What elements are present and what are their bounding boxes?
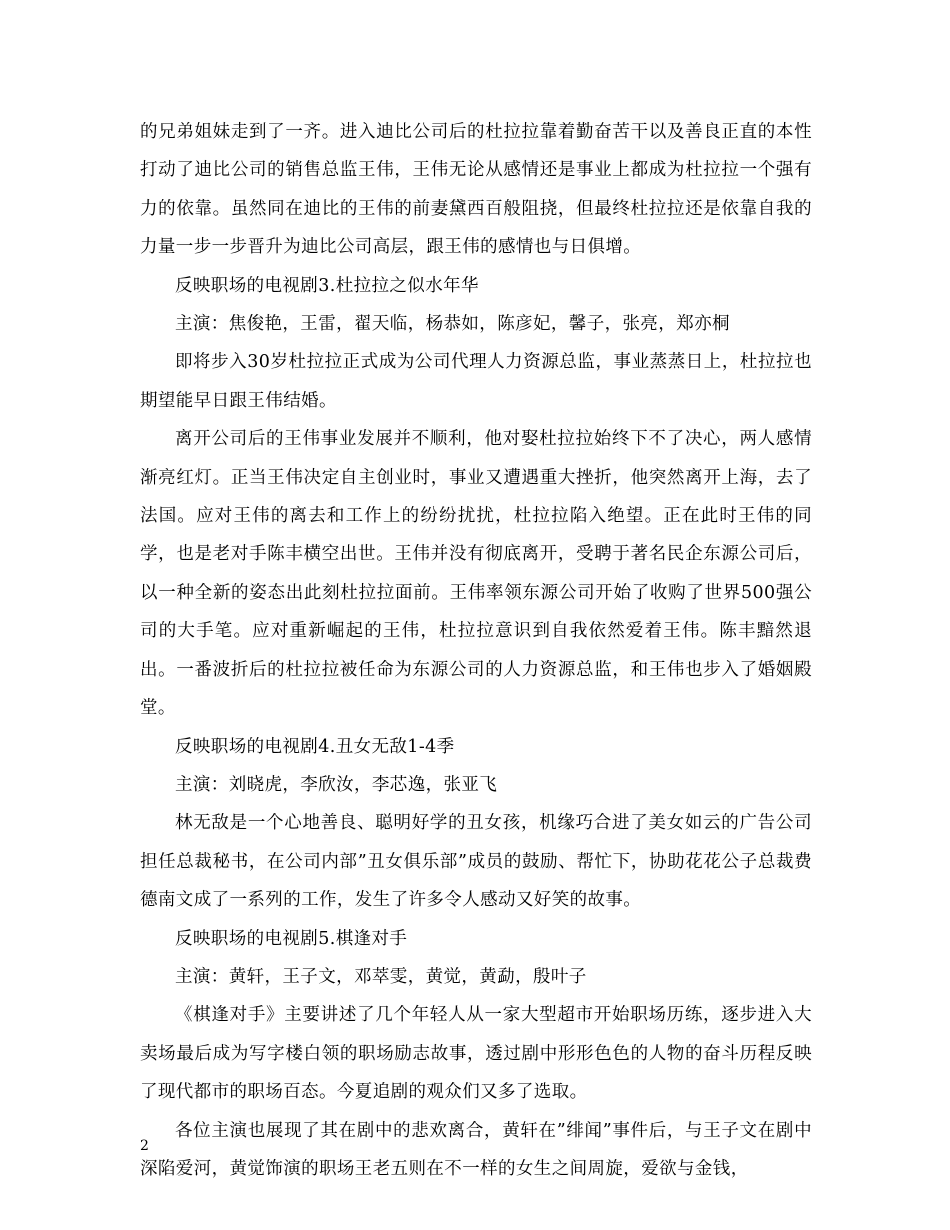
cast-drama-3: 主演：焦俊艳，王雷，翟天临，杨恭如，陈彦妃，馨子，张亮，郑亦桐 — [175, 314, 730, 335]
heading-drama-4: 反映职场的电视剧4.丑女无敌1-4季 — [175, 736, 455, 757]
paragraph-drama-3-plot: 离开公司后的王伟事业发展并不顺利，他对娶杜拉拉始终下不了决心，两人感情渐亮红灯。正当王伟决定自主创业时，事业又遭遇重大挫折，他突然离开上海，去了法国。应对王伟的离去和工作上的纷纷扰扰，杜拉拉陷入绝望。正在此时王伟的同学，也是老对手陈丰横空出世。王伟并没有彻底离开，受聘于著名民企东源公司后，以一种全新的姿态出此刻杜拉拉面前。王伟率领东源公司开始了收购了世界500强公司的大手笔。应对重新崛起的王伟，杜拉拉意识到自我依然爱着王伟。陈丰黯然退出。一番波折后的杜拉拉被任命为东源公司的人力资源总监，和王伟也步入了婚姻殿堂。 — [140, 429, 812, 719]
paragraph-intro-continued: 的兄弟姐妹走到了一齐。进入迪比公司后的杜拉拉靠着勤奋苦干以及善良正直的本性打动了迪比公司的销售总监王伟，王伟无论从感情还是事业上都成为杜拉拉一个强有力的依靠。虽然同在迪比的王伟的前妻黛西百般阻挠，但最终杜拉拉还是依靠自我的力量一步一步晋升为迪比公司高层，跟王伟的感情也与日俱增。 — [140, 122, 812, 258]
cast-drama-4: 主演：刘晓虎，李欣汝，李芯逸，张亚飞 — [175, 774, 498, 795]
heading-drama-5: 反映职场的电视剧5.棋逢对手 — [175, 928, 408, 949]
page-number: 2 — [140, 1138, 149, 1154]
heading-drama-3: 反映职场的电视剧3.杜拉拉之似水年华 — [175, 275, 479, 296]
paragraph-drama-3-summary: 即将步入30岁杜拉拉正式成为公司代理人力资源总监，事业蒸蒸日上，杜拉拉也期望能早日跟王伟结婚。 — [140, 352, 812, 411]
cast-drama-5: 主演：黄轩，王子文，邓萃雯，黄觉，黄勐，殷叶子 — [175, 966, 587, 987]
document-body — [140, 113, 812, 1188]
paragraph-drama-4-plot: 林无敌是一个心地善良、聪明好学的丑女孩，机缘巧合进了美女如云的广告公司担任总裁秘书，在公司内部”丑女俱乐部”成员的鼓励、帮忙下，协助花花公子总裁费德南文成了一系列的工作，发生了许多令人感动又好笑的故事。 — [140, 813, 812, 911]
paragraph-drama-5-summary: 《棋逢对手》主要讲述了几个年轻人从一家大型超市开始职场历练，逐步进入大卖场最后成为写字楼白领的职场励志故事，透过剧中形形色色的人物的奋斗历程反映了现代都市的职场百态。今夏追剧的观众们又多了选取。 — [140, 1005, 812, 1103]
paragraph-drama-5-cast-notes: 各位主演也展现了其在剧中的悲欢离合，黄轩在”绯闻”事件后，与王子文在剧中深陷爱河，黄觉饰演的职场王老五则在不一样的女生之间周旋，爱欲与金钱， — [140, 1120, 812, 1179]
